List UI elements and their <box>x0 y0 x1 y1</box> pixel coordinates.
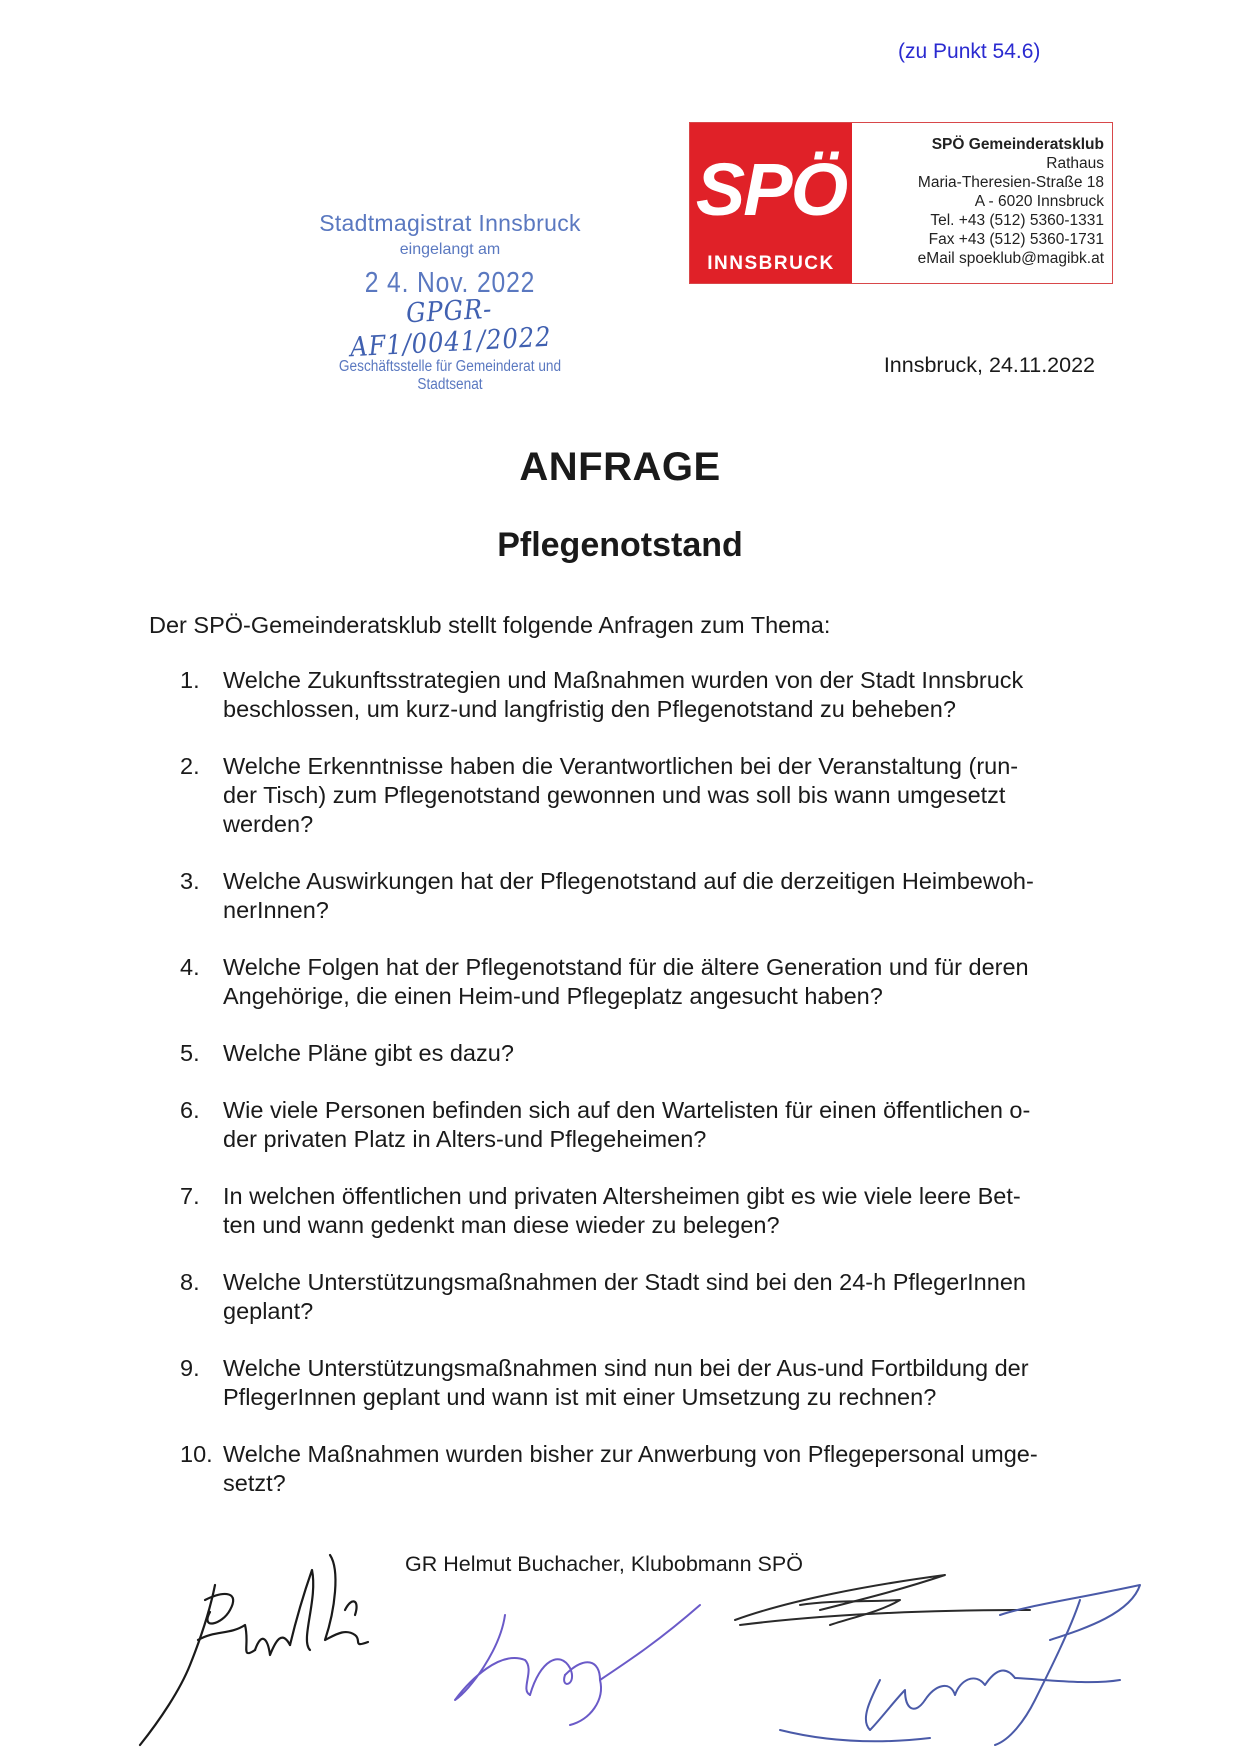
question-text: Welche Folgen hat der Pflegenotstand für die ältere Generation und für deren Angehörige, die einen Heim-und Pflegeplatz angesucht haben? <box>223 954 1029 1009</box>
logo-text: SPÖ <box>695 148 847 231</box>
question-item <box>180 1268 1095 1326</box>
date-line: Innsbruck, 24.11.2022 <box>883 353 1095 377</box>
question-text: Welche Unterstützungsmaßnahmen sind nun bei der Aus-und Fortbildung der PflegerInnen geplant und wann ist mit einer Umsetzung zu rechnen? <box>223 1355 1029 1410</box>
question-number: 10. <box>180 1441 213 1467</box>
question-item <box>180 666 1095 724</box>
signature-2 <box>455 1605 700 1725</box>
signature-3 <box>735 1575 1030 1625</box>
address-line: eMail spoeklub@magibk.at <box>917 250 1104 267</box>
question-text: In welchen öffentlichen und privaten Altersheimen gibt es wie viele leere Bet- ten und wann gedenkt man diese wieder zu belegen? <box>223 1183 1021 1238</box>
stamp-office: Geschäftsstelle für Gemeinderat und Stadtsenat <box>338 358 562 393</box>
question-item <box>180 1354 1095 1412</box>
letterhead-address <box>852 123 1112 283</box>
question-number: 8. <box>180 1269 200 1295</box>
signature-4 <box>780 1585 1140 1745</box>
address-line: A - 6020 Innsbruck <box>974 193 1104 210</box>
question-item <box>180 953 1095 1011</box>
signatory-line: GR Helmut Buchacher, Klubobmann SPÖ <box>405 1552 803 1576</box>
question-item <box>180 1182 1095 1240</box>
question-text: Welche Erkenntnisse haben die Verantwortlichen bei der Veranstaltung (run- der Tisch) zum Pflegenotstand gewonnen und was soll bis wann umgesetzt werden? <box>223 753 1019 837</box>
question-text: Welche Auswirkungen hat der Pflegenotstand auf die derzeitigen Heimbewoh- nerInnen? <box>223 868 1034 923</box>
stamp-date: 2 4. Nov. 2022 <box>364 267 536 299</box>
question-number: 9. <box>180 1355 200 1381</box>
address-line: Fax +43 (512) 5360-1731 <box>928 231 1104 248</box>
address-line: Maria-Theresien-Straße 18 <box>917 174 1104 191</box>
received-stamp <box>300 210 600 394</box>
intro-text: Der SPÖ-Gemeinderatsklub stellt folgende Anfragen zum Thema: <box>149 612 831 638</box>
question-item <box>180 1096 1095 1154</box>
address-line: Rathaus <box>1046 155 1104 172</box>
question-item <box>180 1440 1095 1498</box>
document-title: ANFRAGE <box>519 445 721 489</box>
question-number: 5. <box>180 1040 200 1066</box>
question-item <box>180 867 1095 925</box>
letterhead <box>689 122 1113 284</box>
signature-1 <box>140 1555 368 1745</box>
question-text: Welche Zukunftsstrategien und Maßnahmen wurden von der Stadt Innsbruck beschlossen, um kurz-und langfristig den Pflegenotstand zu beheben? <box>223 667 1024 722</box>
question-number: 6. <box>180 1097 200 1123</box>
questions-list <box>180 666 1095 1526</box>
question-item <box>180 1039 1095 1068</box>
club-name: SPÖ Gemeinderatsklub <box>931 136 1104 153</box>
logo-subtext: INNSBRUCK <box>707 253 835 274</box>
question-number: 1. <box>180 667 200 693</box>
stamp-title: Stadtmagistrat Innsbruck <box>319 210 581 236</box>
agenda-reference: (zu Punkt 54.6) <box>898 40 1041 63</box>
document-subtitle: Pflegenotstand <box>497 526 743 564</box>
question-number: 7. <box>180 1183 200 1209</box>
question-number: 3. <box>180 868 200 894</box>
question-text: Wie viele Personen befinden sich auf den Wartelisten für einen öffentlichen o- der privaten Platz in Alters-und Pflegeheimen? <box>223 1097 1031 1152</box>
question-number: 2. <box>180 753 200 779</box>
question-text: Welche Maßnahmen wurden bisher zur Anwerbung von Pflegepersonal umge- setzt? <box>223 1441 1038 1496</box>
stamp-reference: GPGR-AF1/0041/2022 <box>349 293 553 364</box>
question-item <box>180 752 1095 839</box>
spoe-logo <box>690 123 852 283</box>
question-text: Welche Unterstützungsmaßnahmen der Stadt sind bei den 24-h PflegerInnen geplant? <box>223 1269 1026 1324</box>
question-number: 4. <box>180 954 200 980</box>
stamp-subtitle: eingelangt am <box>399 241 501 258</box>
question-text: Welche Pläne gibt es dazu? <box>223 1040 514 1066</box>
address-line: Tel. +43 (512) 5360-1331 <box>930 212 1104 229</box>
